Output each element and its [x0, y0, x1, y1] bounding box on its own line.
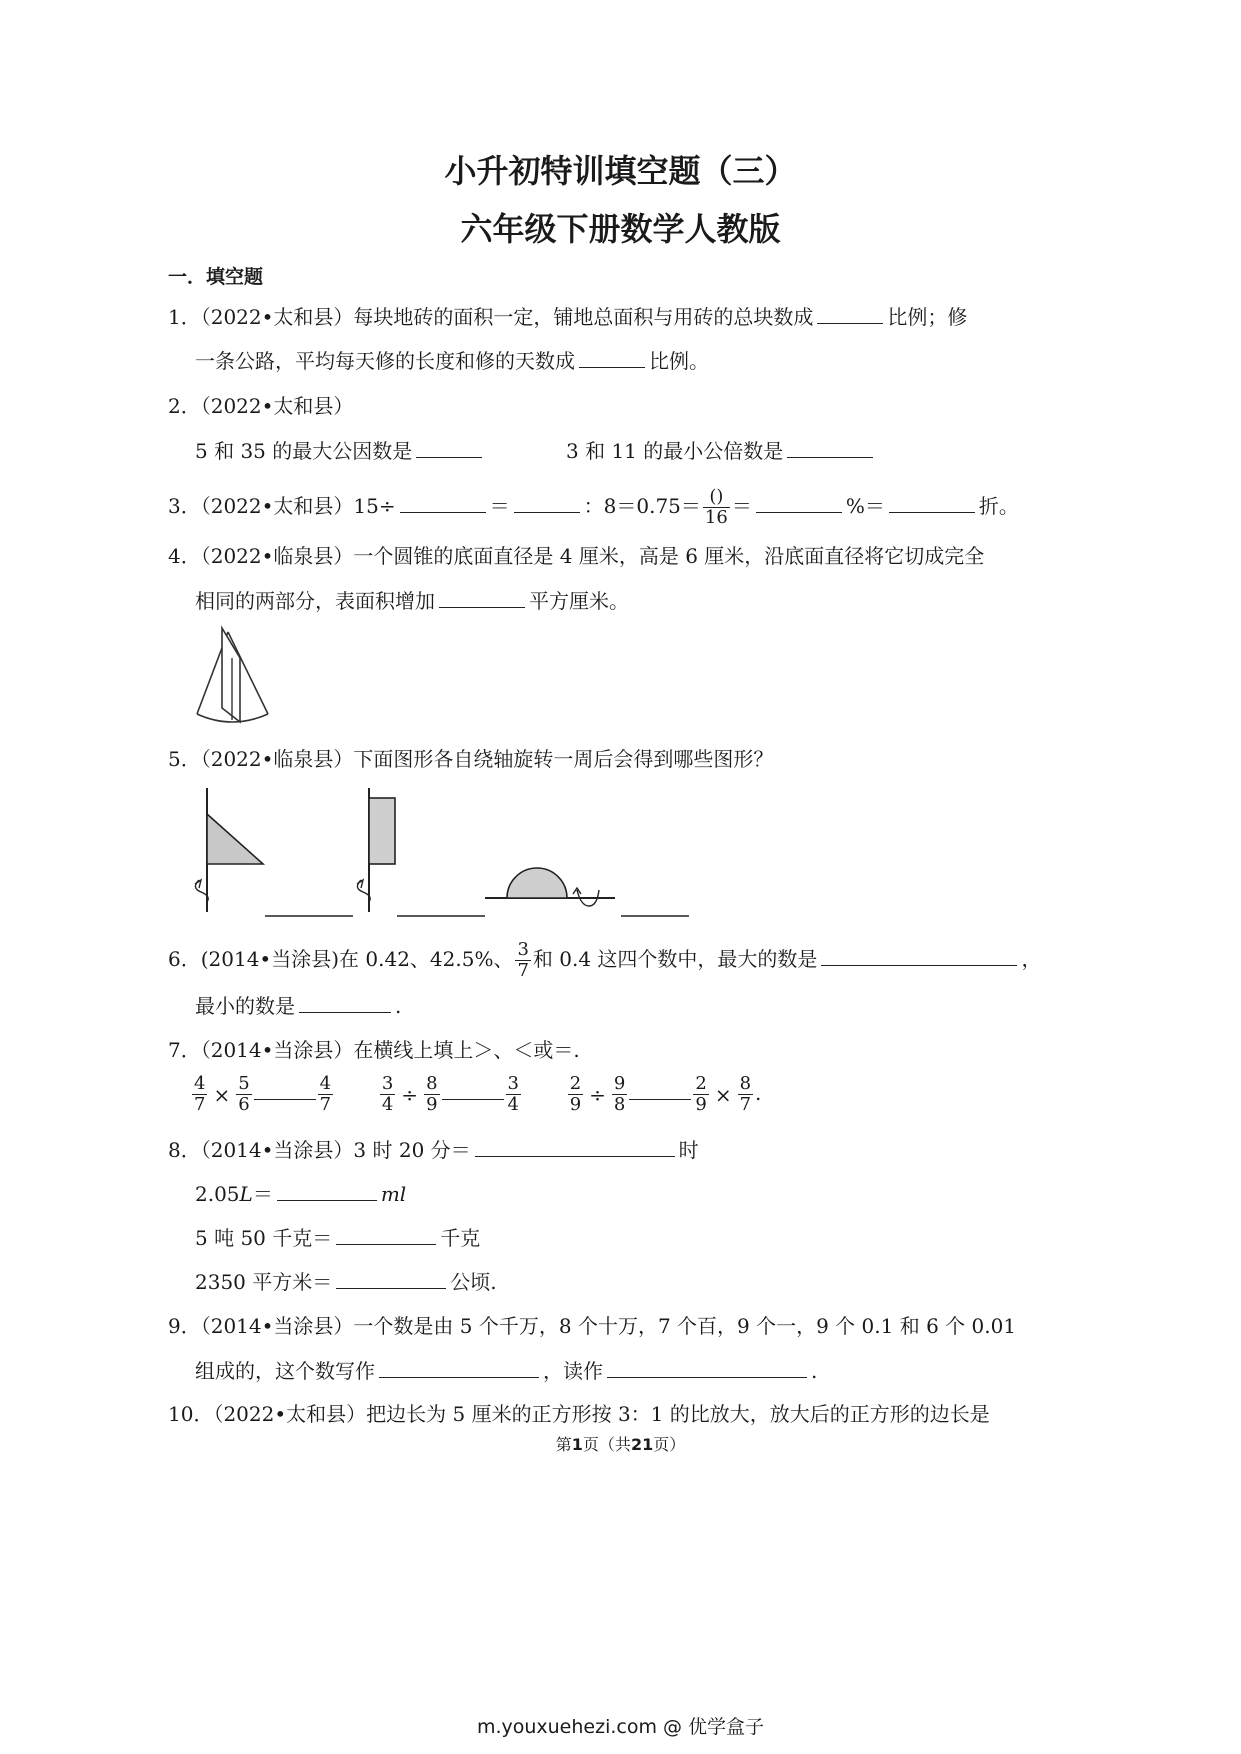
e2-frac-b-num: 8	[426, 1073, 438, 1094]
e1-frac-r	[318, 1074, 333, 1115]
q8-text-b: 2.05	[195, 1182, 240, 1206]
e3-frac-s-den: 7	[739, 1094, 752, 1115]
question-9: 9．（2014•当涂县）一个数是由 5 个千万，8 个十万，7 个百，9 个一，9 个 0.1 和 6 个 0.01	[168, 1314, 1017, 1338]
q1-blank-1[interactable]	[817, 303, 883, 324]
e1-frac-a-den: 7	[194, 1094, 206, 1115]
footer-page-number: 1	[571, 1435, 583, 1454]
question-8	[168, 1136, 699, 1164]
e3-op: ÷	[589, 1082, 606, 1107]
e1-frac-a-num: 4	[194, 1073, 206, 1094]
q4-blank[interactable]	[439, 587, 525, 608]
e3-op2: ×	[714, 1082, 732, 1107]
q3-blank-2[interactable]	[514, 492, 580, 513]
q3-fraction	[703, 487, 730, 528]
e3-frac-r-den: 9	[695, 1094, 707, 1115]
q4-text-c: 平方厘米。	[529, 589, 629, 613]
q1-blank-2[interactable]	[579, 347, 645, 368]
footer-post: 页）	[653, 1435, 686, 1454]
q8-text-c: 5 吨 50 千克＝	[195, 1226, 333, 1250]
question-2-left	[195, 437, 486, 465]
q3-end: 折。	[978, 494, 1019, 518]
e2-frac-a-den: 4	[381, 1094, 394, 1115]
question-4-line2	[195, 587, 629, 615]
page-title: 小升初特训填空题（三）	[444, 152, 797, 190]
q6-text-e: .	[395, 994, 402, 1018]
q2-left-text: 5 和 35 的最大公因数是	[195, 439, 413, 463]
question-3	[168, 487, 1019, 528]
q7-blank-2[interactable]	[442, 1079, 504, 1100]
q1-text: 1．（2022•太和县）每块地砖的面积一定，铺地总面积与用砖的总块数成	[168, 305, 814, 329]
q6-text-d: 最小的数是	[195, 994, 295, 1018]
q3-blank-1[interactable]	[400, 492, 486, 513]
q8-blank-2[interactable]	[277, 1180, 377, 1201]
q6-blank-2[interactable]	[299, 992, 391, 1013]
q4-text-b: 相同的两部分，表面积增加	[195, 589, 435, 613]
q3-pct: %＝	[845, 494, 885, 518]
e2-frac-a-num: 3	[381, 1073, 394, 1094]
e2-frac-b	[424, 1074, 439, 1115]
q3-blank-4[interactable]	[889, 492, 975, 513]
e1-frac-a	[192, 1074, 207, 1115]
q6-fraction	[515, 940, 530, 981]
triangle-shape	[207, 814, 263, 864]
q8-blank-4[interactable]	[336, 1268, 446, 1289]
q3-eq2: ＝	[731, 494, 752, 518]
q3-fraction-num: ()	[703, 487, 730, 508]
q9-blank-1[interactable]	[379, 1357, 539, 1378]
e2-op: ÷	[401, 1082, 419, 1107]
e3-frac-b-den: 8	[613, 1094, 626, 1115]
e3-frac-b-num: 9	[613, 1073, 626, 1094]
q8-ml-unit: ml	[380, 1182, 407, 1206]
e3-frac-b	[612, 1074, 627, 1115]
e3-frac-s-num: 8	[739, 1073, 752, 1094]
q9-text-c: ，读作	[543, 1359, 603, 1383]
q2-right-text: 3 和 11 的最小公倍数是	[566, 439, 784, 463]
q8-eq: ＝	[252, 1182, 273, 1206]
e1-frac-b	[236, 1074, 251, 1115]
e1-frac-b-num: 5	[238, 1073, 250, 1094]
q1-text-b: 比例；修	[887, 305, 968, 329]
q2-blank-1[interactable]	[416, 437, 482, 458]
q1-text-c: 一条公路，平均每天修的长度和修的天数成	[195, 349, 575, 373]
question-7-exprs	[190, 1074, 761, 1115]
e3-frac-a-num: 2	[569, 1073, 582, 1094]
footer-mid: 页（共	[582, 1435, 631, 1454]
q8-text-d: 2350 平方米＝	[195, 1270, 333, 1294]
page-footer	[0, 1432, 1241, 1455]
cone-cut-figure	[192, 622, 282, 728]
question-2: 2．（2022•太和县）	[168, 394, 354, 418]
q3-text: 3．（2022•太和县）15÷	[168, 494, 396, 518]
rectangle-shape	[369, 798, 395, 864]
semicircle-shape	[507, 868, 567, 898]
q8-text-a: 8．（2014•当涂县）3 时 20 分＝	[168, 1138, 471, 1162]
question-6	[168, 940, 1041, 981]
q8-text-a2: 时	[678, 1138, 699, 1162]
q6-fraction-den: 7	[517, 960, 529, 981]
footer-pre: 第	[555, 1435, 572, 1454]
q7-blank-3[interactable]	[629, 1079, 691, 1100]
q8-text-d2: 公顷.	[450, 1270, 497, 1294]
e3-frac-r-num: 2	[695, 1073, 707, 1094]
e2-frac-r	[506, 1074, 521, 1115]
question-1-line2	[195, 347, 709, 375]
e2-frac-b-den: 9	[426, 1094, 438, 1115]
q7-period: .	[755, 1081, 762, 1105]
question-8-line2	[195, 1180, 406, 1208]
e3-frac-a-den: 9	[569, 1094, 582, 1115]
q8-blank-1[interactable]	[475, 1136, 675, 1157]
e3-frac-r	[693, 1074, 708, 1115]
question-10: 10．（2022•太和县）把边长为 5 厘米的正方形按 3：1 的比放大，放大后的正方形的边长是	[168, 1402, 990, 1426]
q1-text-d: 比例。	[649, 349, 709, 373]
q8-liter-unit: L	[239, 1182, 253, 1206]
q3-eq1: ＝	[489, 494, 510, 518]
question-8-line3	[195, 1224, 480, 1252]
question-5: 5．（2022•临泉县）下面图形各自绕轴旋转一周后会得到哪些图形？	[168, 747, 774, 771]
q8-text-c2: 千克	[440, 1226, 481, 1250]
question-8-line4	[195, 1268, 497, 1296]
q6-text-b: 和 0.4 这四个数中，最大的数是	[532, 947, 818, 971]
q2-blank-2[interactable]	[787, 437, 873, 458]
q6-text: 6．(2014•当涂县)在 0.42、42.5%、	[168, 947, 514, 971]
e3-frac-a	[568, 1074, 583, 1115]
q3-blank-3[interactable]	[756, 492, 842, 513]
e2-frac-r-num: 3	[507, 1073, 519, 1094]
question-9-line2	[195, 1357, 817, 1385]
q3-colon: ：8＝0.75＝	[583, 494, 701, 518]
question-4: 4．（2022•临泉县）一个圆锥的底面直径是 4 厘米，高是 6 厘米，沿底面直径将它切成完全	[168, 544, 985, 568]
e2-frac-r-den: 4	[507, 1094, 519, 1115]
section-heading: 一．填空题	[168, 266, 264, 288]
e1-frac-r-num: 4	[319, 1073, 332, 1094]
q6-text-c: ，	[1021, 947, 1042, 971]
q6-fraction-num: 3	[517, 939, 529, 960]
e1-op: ×	[213, 1082, 231, 1107]
q7-blank-1[interactable]	[254, 1079, 316, 1100]
q6-blank-1[interactable]	[821, 945, 1017, 966]
e1-frac-b-den: 6	[238, 1094, 250, 1115]
q9-blank-2[interactable]	[607, 1357, 807, 1378]
q8-blank-3[interactable]	[336, 1224, 436, 1245]
q3-fraction-den: 16	[704, 507, 728, 528]
rotation-figures	[185, 784, 705, 924]
q9-text-d: .	[811, 1359, 818, 1383]
footer-total-pages: 21	[630, 1435, 654, 1454]
question-6-line2	[195, 992, 401, 1020]
e1-frac-r-den: 7	[319, 1094, 332, 1115]
e2-frac-a	[380, 1074, 395, 1115]
e3-frac-s	[738, 1074, 753, 1115]
q9-text-b: 组成的，这个数写作	[195, 1359, 375, 1383]
page-subtitle: 六年级下册数学人教版	[460, 210, 781, 248]
question-1	[168, 303, 967, 331]
watermark: m.youxuehezi.com @ 优学盒子	[476, 1716, 765, 1738]
question-2-right	[566, 437, 877, 465]
question-7: 7．（2014•当涂县）在横线上填上＞、＜或＝.	[168, 1038, 580, 1062]
